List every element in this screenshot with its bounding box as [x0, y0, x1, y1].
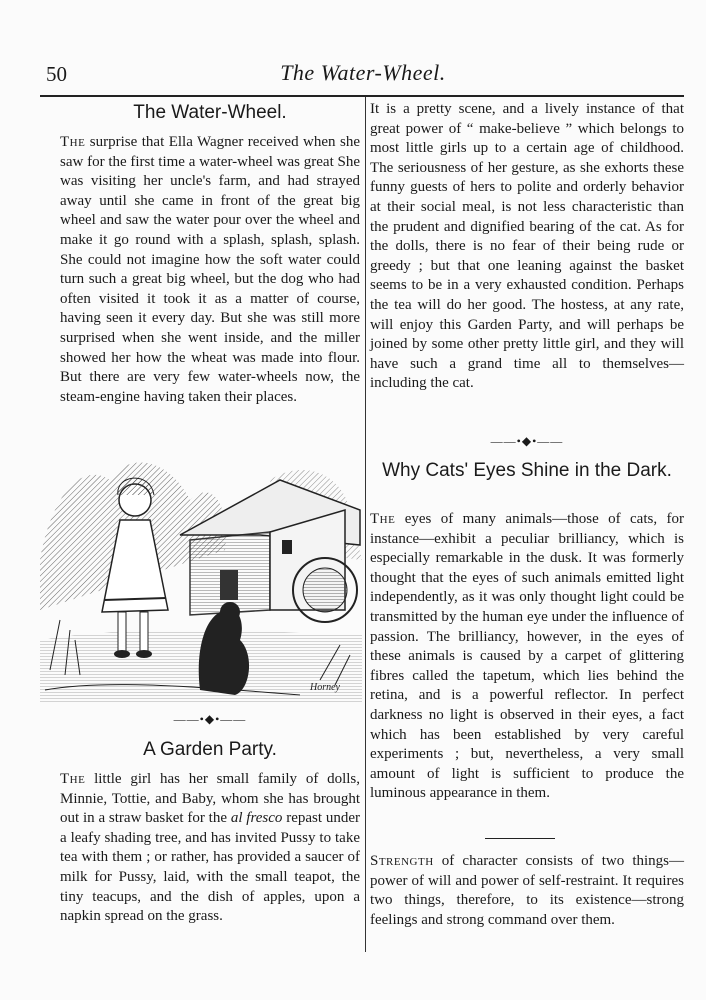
italic-phrase: al fresco [230, 810, 283, 827]
illustration-girl-dog-mill [40, 440, 362, 704]
lead-word: The [60, 134, 86, 150]
page-number: 50 [46, 62, 67, 86]
paragraph-text: little girl has her small family of dolls, Minnie, Tottie, and Baby, whom she has brought out in a straw basket for the [60, 771, 360, 827]
lead-word: The [370, 511, 396, 527]
artist-signature: Horney [310, 682, 340, 693]
article-body-water-wheel [60, 133, 360, 407]
section-ornament: ——•◆•—— [173, 712, 247, 726]
page-header [46, 58, 680, 94]
article-title-cats-eyes: Why Cats' Eyes Shine in the Dark. [382, 460, 672, 481]
section-ornament-right: ——•◆•—— [490, 434, 564, 448]
lead-word: Strength [370, 853, 434, 869]
article-body-garden-party-cont: It is a pretty scene, and a lively instance of that great power of “ make-believe ” which belongs to most little girls up to a certain age of childhood. The seriousness of her gesture, as she exhorts these funny guests of hers to polite and orderly behavior at their social meal, is not less characteristic than the prudent and dignified bearing of the cat. As for the dolls, there is no fear of their being rude or greedy ; but that one leaning against the basket seems to be in a very exhausted condition. Perhaps the tea will do her good. The hostess, at any rate, will enjoy this Garden Party, and will perhaps be joined by some other pretty little girl, and they will have such a grand time all to themselves—including the cat. [370, 101, 684, 392]
section-short-rule [485, 838, 555, 839]
running-title: The Water-Wheel. [280, 60, 446, 85]
article-body-strength [370, 852, 684, 930]
lead-word: The [60, 771, 86, 787]
article-title-garden-party: A Garden Party. [143, 739, 277, 760]
article-body-garden-party [60, 770, 360, 927]
column-divider [365, 97, 366, 952]
engraving-image [40, 440, 362, 704]
paragraph-text: of character consists of two things—power of will and power of self-restraint. It requires two things, therefore, to its existence—strong feelings and strong command over them. [370, 853, 684, 928]
article-body-cats-eyes [370, 510, 684, 804]
paragraph-text-cont: repast under a leafy shading tree, and has invited Pussy to take tea with them ; or rather, has provided a saucer of milk for Pussy, laid, with the small teapot, the tiny teacups, and the dish of apples, upon a napkin spread on the grass. [60, 810, 360, 925]
paragraph-text: surprise that Ella Wagner received when she saw for the first time a water-wheel was great She was visiting her uncle's farm, and had strayed away until she came in front of the great big wheel and saw the water pour over the wheel and make it go round with a splash, splash, splash. She could not imagine how the soft water could turn such a great big wheel, but the dog who had often visited it took it as a matter of course, having seen it every day. But she was still more surprised when she went inside, and the miller showed her how the wheat was made into flour. But there are very few water-wheels now, the steam-engine having taken their places. [60, 134, 360, 405]
header-rule [40, 95, 684, 97]
paragraph-text: eyes of many animals—those of cats, for instance—exhibit a peculiar brilliancy, which is especially remarkable in the dusk. It was formerly thought that the eyes of such animals emitted light independently, as it was only thought light could be transmitted by the human eye under the influence of passion. The brilliancy, however, in the eyes of these animals is caused by a carpet of glittering fibres called the tapetum, which lies behind the retina, and is a powerful reflector. In perfect darkness no light is observed in their eyes, a fact which has been established by very careful experiments ; but, nevertheless, a very small amount of light is sufficient to produce the luminous appearance in them. [370, 511, 684, 802]
article-title-water-wheel: The Water-Wheel. [133, 102, 287, 123]
